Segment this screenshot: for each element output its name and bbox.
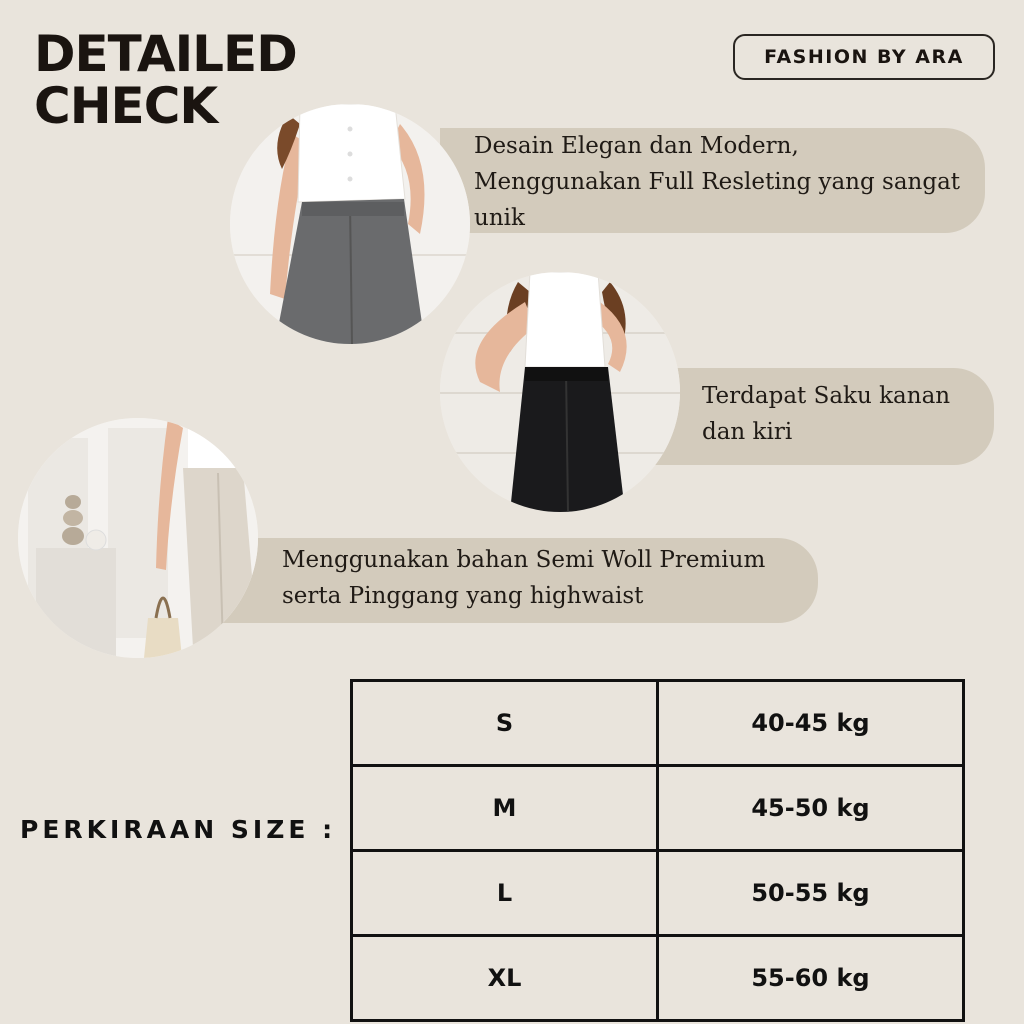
weight-cell: 45-50 kg: [658, 766, 964, 851]
table-row: [352, 681, 964, 766]
table-row: [352, 936, 964, 1021]
feature-bubble-zipper: [440, 128, 985, 233]
feature-text-line: Terdapat Saku kanan: [702, 383, 951, 409]
size-cell: L: [352, 851, 658, 936]
title-line-2: CHECK: [34, 77, 218, 135]
size-estimate-label: PERKIRAAN SIZE :: [20, 815, 337, 844]
table-row: [352, 851, 964, 936]
feature-text-line: Menggunakan Full Resleting yang sangat: [474, 169, 961, 195]
feature-text-line: dan kiri: [702, 419, 793, 445]
weight-cell: 40-45 kg: [658, 681, 964, 766]
product-photo-black-pants: [440, 272, 680, 512]
weight-cell: 55-60 kg: [658, 936, 964, 1021]
size-cell: M: [352, 766, 658, 851]
size-cell: XL: [352, 936, 658, 1021]
product-photo-cream-pants: [18, 418, 258, 658]
feature-text-line: Desain Elegan dan Modern,: [474, 133, 799, 159]
feature-text-line: unik: [474, 205, 525, 231]
weight-cell: 50-55 kg: [658, 851, 964, 936]
feature-bubble-material: [220, 538, 818, 623]
size-table: [350, 679, 965, 1022]
feature-bubble-pockets: [640, 368, 994, 465]
page-title: [34, 25, 297, 135]
title-line-1: DETAILED: [34, 25, 297, 83]
size-cell: S: [352, 681, 658, 766]
feature-text-line: serta Pinggang yang highwaist: [282, 583, 644, 609]
brand-badge: FASHION BY ARA: [733, 34, 995, 80]
feature-text-line: Menggunakan bahan Semi Woll Premium: [282, 547, 766, 573]
table-row: [352, 766, 964, 851]
product-photo-grey-pants: [230, 104, 470, 344]
